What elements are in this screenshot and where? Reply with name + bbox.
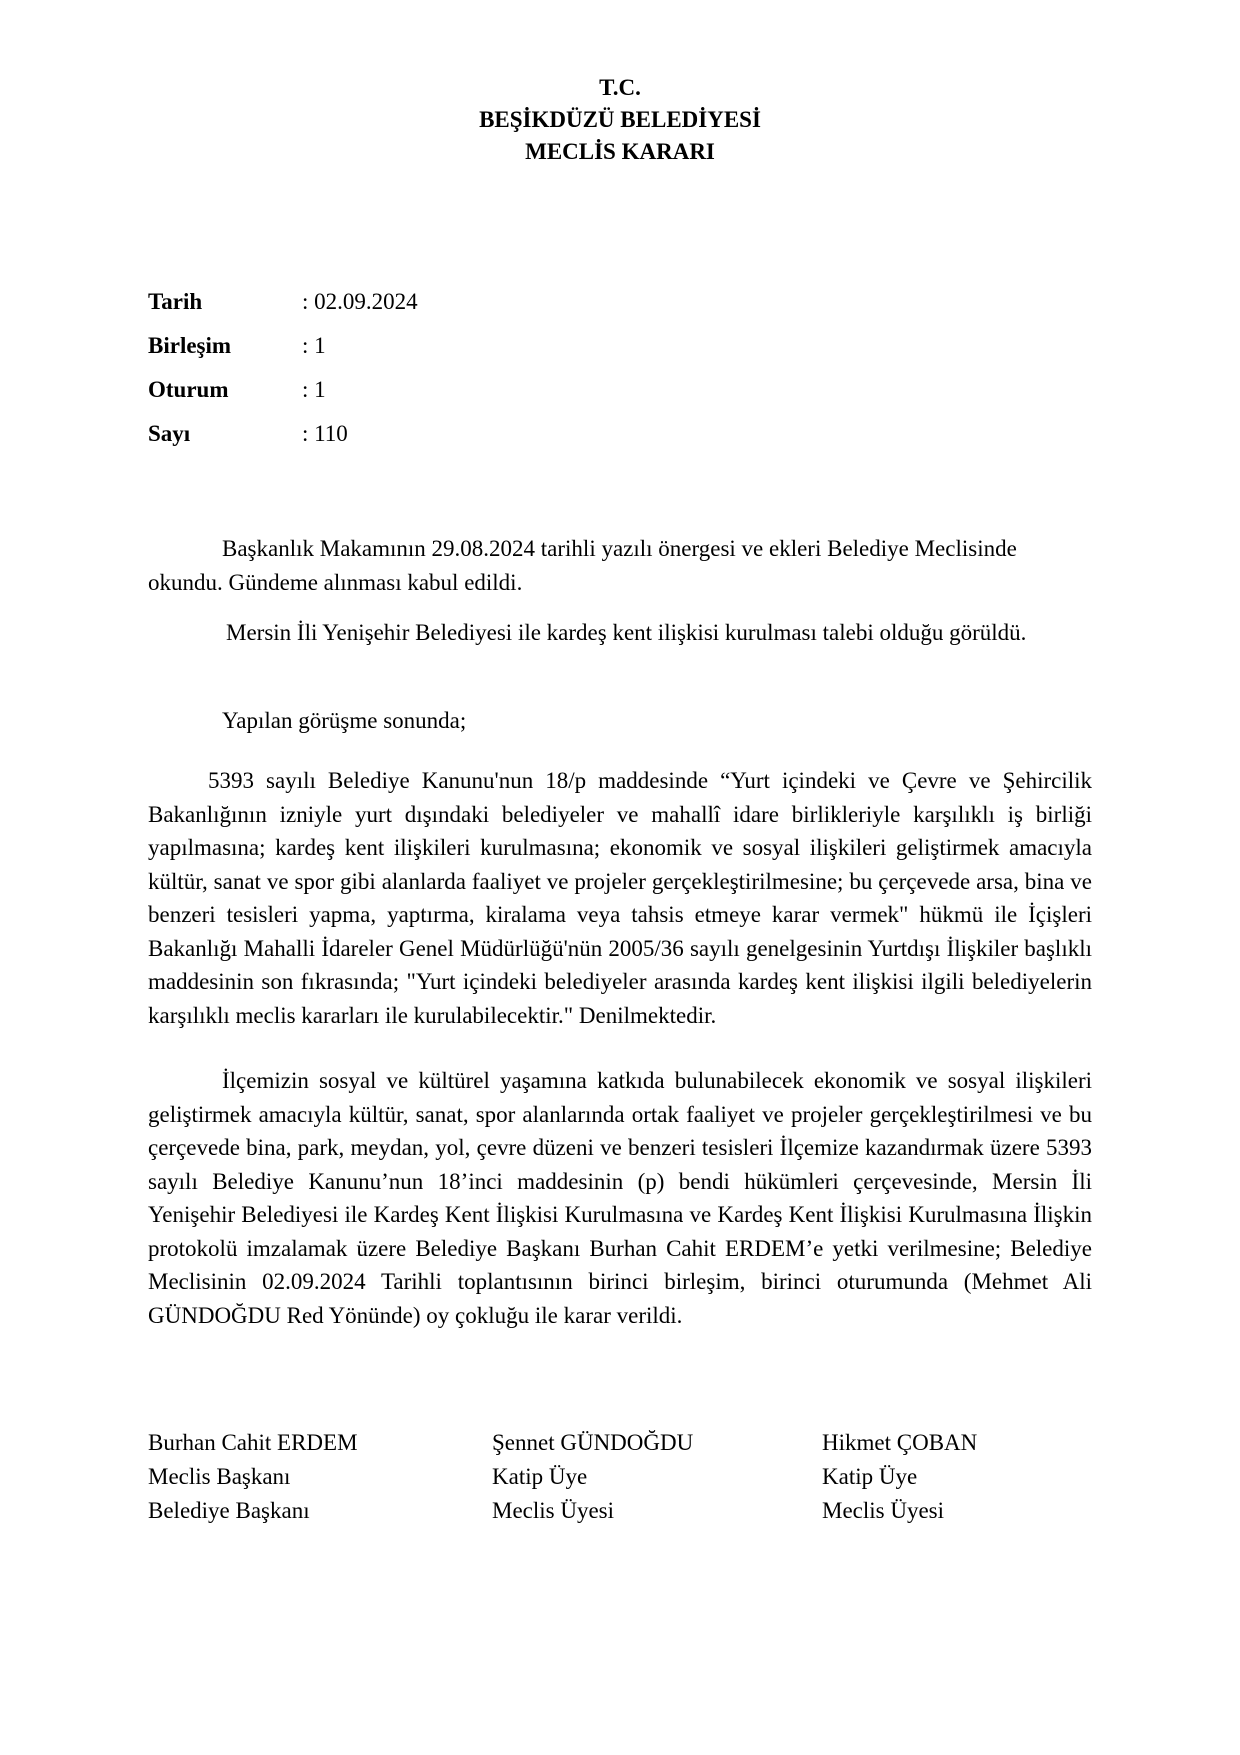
meta-label: Birleşim [148,333,232,358]
meta-value: : 1 [302,333,326,358]
signer-role: Belediye Başkanı [148,1498,310,1523]
document-header [0,72,1240,168]
paragraph-legal-basis: 5393 sayılı Belediye Kanunu'nun 18/p maddesinde “Yurt içindeki ve Çevre ve Şehircilik Bakanlığının izniyle yurt dışındaki belediyeler ve mahallî idare birlikleriyle karşılıklı iş birliği yapılmasına; kardeş kent ilişkileri kurulmasına; ekonomik ve sosyal ilişkileri geliştirmek amacıyla kültür, sanat ve spor gibi alanlarda faaliyet ve projeler gerçekleştirilmesine; bu çerçevede arsa, bina ve benzeri tesisleri yapma, yaptırma, kiralama veya tahsis etmeye karar vermek" hükmü ile İçişleri Bakanlığı Mahalli İdareler Genel Müdürlüğü'nün 2005/36 sayılı genelgesinin Yurtdışı İlişkiler başlıklı maddesinin son fıkrasında; "Yurt içindeki belediyeler arasında kardeş kent ilişkisi ilgili belediyelerin karşılıklı meclis kararları ile kurulabilecektir." Denilmektedir. [148,768,1092,1028]
signature-chairman [148,1426,358,1528]
paragraph-discussion: Yapılan görüşme sonunda; [222,708,467,733]
paragraph-request: Mersin İli Yenişehir Belediyesi ile kardeş kent ilişkisi kurulması talebi olduğu görüldü. [226,620,1027,645]
signer-role: Meclis Üyesi [822,1498,945,1523]
paragraph-decision: İlçemizin sosyal ve kültürel yaşamına katkıda bulunabilecek ekonomik ve sosyal ilişkileri geliştirmek amacıyla kültür, sanat, spor alanlarında ortak faaliyet ve projeler gerçekleştirilmesi ve bu çerçevede bina, park, meydan, yol, çevre düzeni ve benzeri tesisleri İlçemize kazandırmak üzere 5393 sayılı Belediye Kanunu’nun 18’inci maddesinin (p) bendi hükümleri çerçevesinde, Mersin İli Yenişehir Belediyesi ile Kardeş Kent İlişkisi Kurulmasına ve Kardeş Kent İlişkisi Kurulmasına İlişkin protokolü imzalamak üzere Belediye Başkanı Burhan Cahit ERDEM’e yetki verilmesine; Belediye Meclisinin 02.09.2024 Tarihli toplantısının birinci birleşim, birinci oturumunda (Mehmet Ali GÜNDOĞDU Red Yönünde) oy çokluğu ile karar verildi. [148,1068,1092,1328]
signer-name: Hikmet ÇOBAN [822,1430,978,1455]
signer-name: Şennet GÜNDOĞDU [492,1430,694,1455]
meta-value: : 02.09.2024 [302,289,418,314]
meta-value: : 110 [302,421,348,446]
signer-role: Katip Üye [492,1464,588,1489]
meta-label: Tarih [148,289,203,314]
header-line-tc: T.C. [599,75,641,100]
meta-label: Oturum [148,377,229,402]
signer-role: Meclis Üyesi [492,1498,615,1523]
header-line-municipality: BEŞİKDÜZÜ BELEDİYESİ [479,107,761,132]
signer-role: Meclis Başkanı [148,1464,291,1489]
signature-clerk-2 [822,1426,977,1528]
paragraph-agenda: Başkanlık Makamının 29.08.2024 tarihli yazılı önergesi ve ekleri Belediye Meclisinde okundu. Gündeme alınması kabul edildi. [148,536,1017,595]
signer-name: Burhan Cahit ERDEM [148,1430,358,1455]
signer-role: Katip Üye [822,1464,918,1489]
meta-label: Sayı [148,421,191,446]
signature-clerk-1 [492,1426,693,1528]
header-line-decision-title: MECLİS KARARI [525,139,715,164]
meta-value: : 1 [302,377,326,402]
